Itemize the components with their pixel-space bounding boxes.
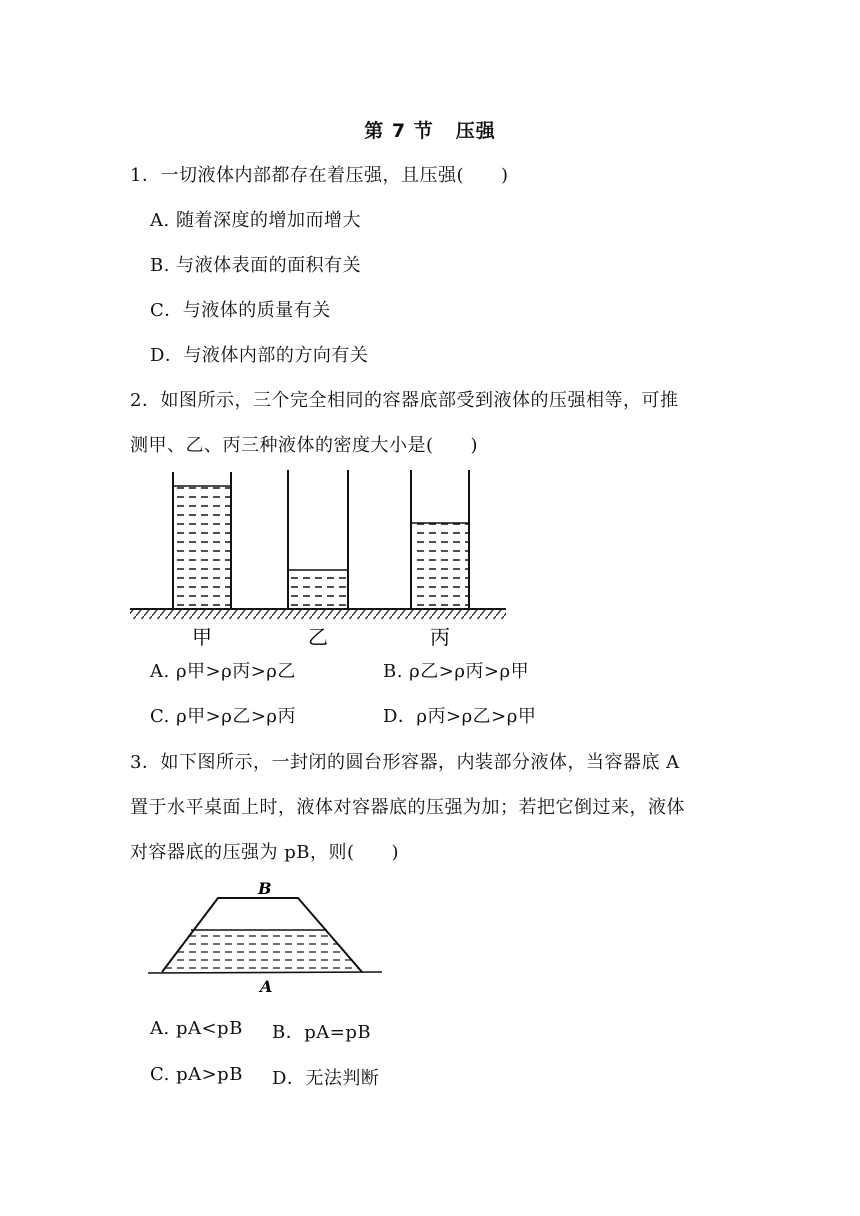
q1-option-d: D．与液体内部的方向有关 — [150, 345, 369, 366]
q1-option-a: A. 随着深度的增加而增大 — [150, 210, 361, 231]
label-yi: 乙 — [308, 625, 328, 649]
q2-option-d: D．ρ丙>ρ乙>ρ甲 — [383, 706, 537, 727]
q3-option-c: C. pA>pB — [150, 1064, 243, 1085]
q3-stem-line2: 置于水平桌面上时，液体对容器底的压强为加；若把它倒过来，液体 — [130, 797, 685, 818]
q2-option-b: B. ρ乙>ρ丙>ρ甲 — [383, 661, 530, 682]
q2-option-c: C. ρ甲>ρ乙>ρ丙 — [150, 706, 296, 727]
label-jia: 甲 — [192, 625, 212, 649]
section-number: 第 7 节 — [364, 120, 434, 142]
q3-option-d: D．无法判断 — [272, 1068, 380, 1089]
page-title — [0, 116, 860, 143]
q3-stem-line1: 3．如下图所示，一封闭的圆台形容器，内装部分液体，当容器底 A — [130, 752, 680, 773]
q3-option-b: B．pA=pB — [272, 1022, 372, 1043]
q1-option-c: C．与液体的质量有关 — [150, 300, 331, 321]
label-b: B — [258, 879, 272, 898]
q1-stem: 1．一切液体内部都存在着压强，且压强( ) — [130, 165, 509, 186]
q3-option-a: A. pA<pB — [150, 1018, 243, 1039]
label-a: A — [260, 977, 273, 996]
q2-stem-line1: 2．如图所示，三个完全相同的容器底部受到液体的压强相等，可推 — [130, 390, 679, 411]
three-containers-figure — [128, 466, 513, 652]
container-jia — [173, 472, 231, 609]
section-topic: 压强 — [455, 120, 496, 142]
container-yi — [288, 470, 348, 609]
frustum-container-figure — [140, 876, 390, 998]
q2-stem-line2: 测甲、乙、丙三种液体的密度大小是( ) — [130, 435, 479, 456]
q1-option-b: B. 与液体表面的面积有关 — [150, 255, 362, 276]
q3-stem-line3: 对容器底的压强为 pB，则( ) — [130, 842, 400, 863]
container-bing — [411, 470, 469, 609]
q2-option-a: A. ρ甲>ρ丙>ρ乙 — [150, 661, 296, 682]
label-bing: 丙 — [430, 625, 450, 649]
